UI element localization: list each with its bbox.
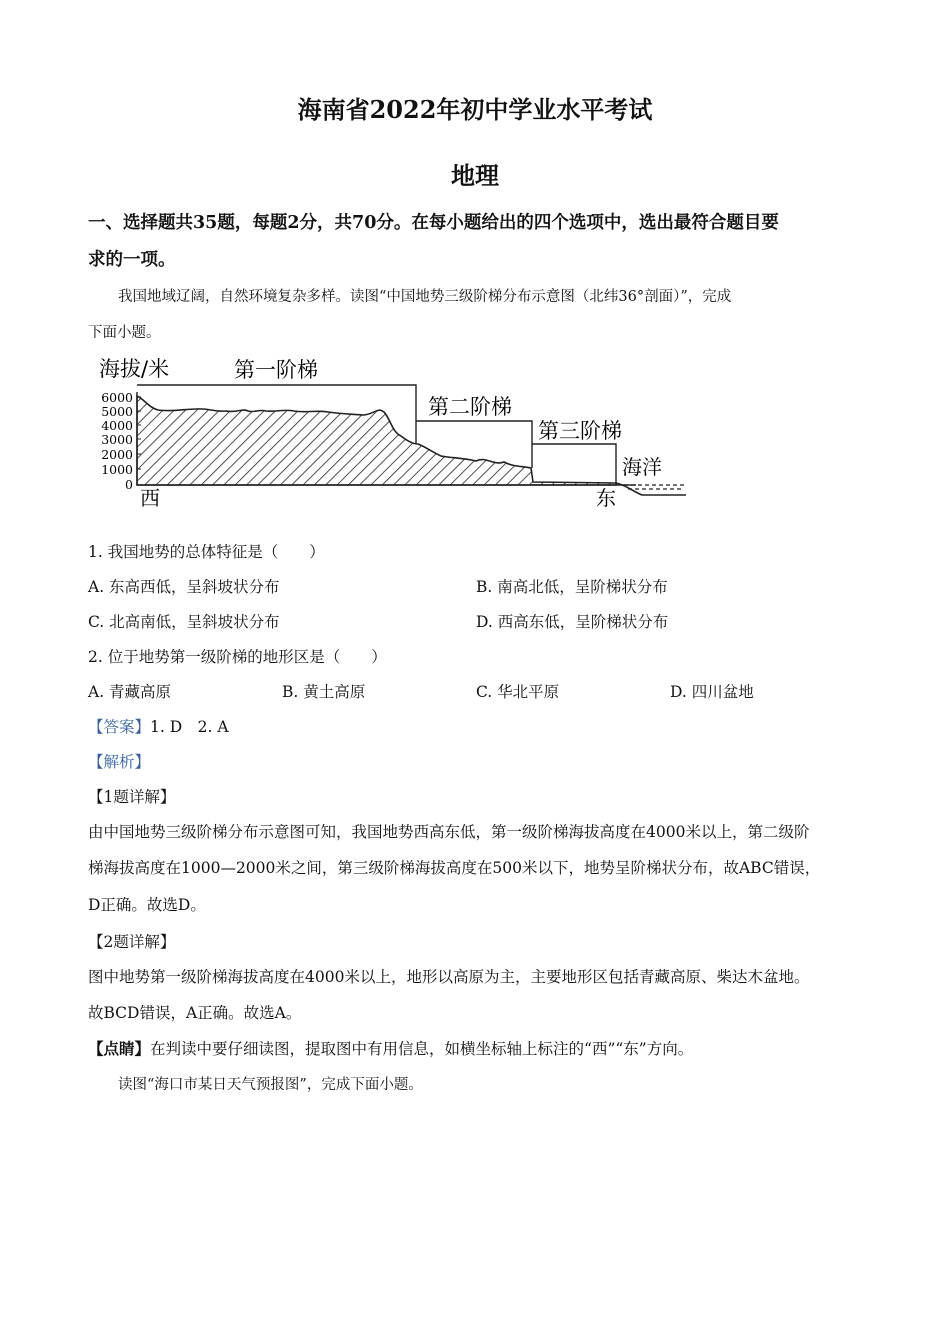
answer-tag: 【答案】 [88,718,151,736]
step3-box [532,444,616,483]
analysis-tag: 【解析】 [88,753,151,771]
q2-option-a: A. 青藏高原 [88,683,172,701]
answer-line [88,715,229,737]
q1-option-c: C. 北高南低，呈斜坡状分布 [88,613,280,631]
terrain-profile-figure [96,352,686,514]
tick-label: 3000 [101,432,133,447]
subject-title: 地理 [451,161,499,190]
tick-label: 2000 [101,447,133,462]
y-axis-title: 海拔/米 [99,357,170,381]
east-label: 东 [596,486,616,510]
q1-stem: 1. 我国地势的总体特征是（ ） [88,543,325,561]
tick-label: 0 [125,477,133,492]
next-intro: 读图“海口市某日天气预报图”，完成下面小题。 [118,1077,423,1093]
dianjing-line [88,1037,693,1059]
q2-stem: 2. 位于地势第一级阶梯的地形区是（ ） [88,648,387,666]
q2-option-d: D. 四川盆地 [670,683,754,701]
detail2-line1: 图中地势第一级阶梯海拔高度在4000米以上，地形以高原为主，主要地形区包括青藏高原、柴达木盆地。 [88,968,810,986]
section-heading-line1: 一、选择题共35题，每题2分，共70分。在每小题给出的四个选项中，选出最符合题目要 [88,213,779,233]
step3-label: 第三阶梯 [538,419,622,443]
detail1-line3: D正确。故选D。 [88,896,206,914]
west-label: 西 [140,486,160,510]
tick-label: 4000 [101,418,133,433]
detail1-line1: 由中国地势三级阶梯分布示意图可知，我国地势西高东低，第一级阶梯海拔高度在4000米以上，第二级阶 [88,823,810,841]
detail1-line2: 梯海拔高度在1000—2000米之间，第三级阶梯海拔高度在500米以下，地势呈阶梯状分布，故ABC错误， [88,859,821,877]
tick-label: 6000 [101,390,133,405]
tick-label: 5000 [101,404,133,419]
detail2-line2: 故BCD错误，A正确。故选A。 [88,1004,302,1022]
q1-option-b: B. 南高北低，呈阶梯状分布 [476,578,668,596]
intro-line1: 我国地域辽阔，自然环境复杂多样。读图“中国地势三级阶梯分布示意图（北纬36°剖面）”，完成 [118,289,732,305]
section-heading-line2: 求的一项。 [88,250,176,270]
intro-line2: 下面小题。 [88,325,161,341]
q2-option-b: B. 黄土高原 [282,683,366,701]
step2-label: 第二阶梯 [428,395,512,419]
q1-option-a: A. 东高西低，呈斜坡状分布 [88,578,280,596]
dianjing-tag: 【点睛】 [88,1039,151,1058]
detail2-tag: 【2题详解】 [88,933,176,951]
page-title: 海南省2022年初中学业水平考试 [297,95,653,124]
q2-option-c: C. 华北平原 [476,683,560,701]
dianjing-text: 在判读中要仔细读图，提取图中有用信息，如横坐标轴上标注的“西”“东”方向。 [150,1040,694,1058]
q1-option-d: D. 西高东低，呈阶梯状分布 [476,613,669,631]
step1-label: 第一阶梯 [234,358,318,382]
detail1-tag: 【1题详解】 [88,788,176,806]
ocean-label: 海洋 [622,455,662,479]
tick-label: 1000 [101,462,133,477]
answer-text: 1. D 2. A [150,718,229,736]
